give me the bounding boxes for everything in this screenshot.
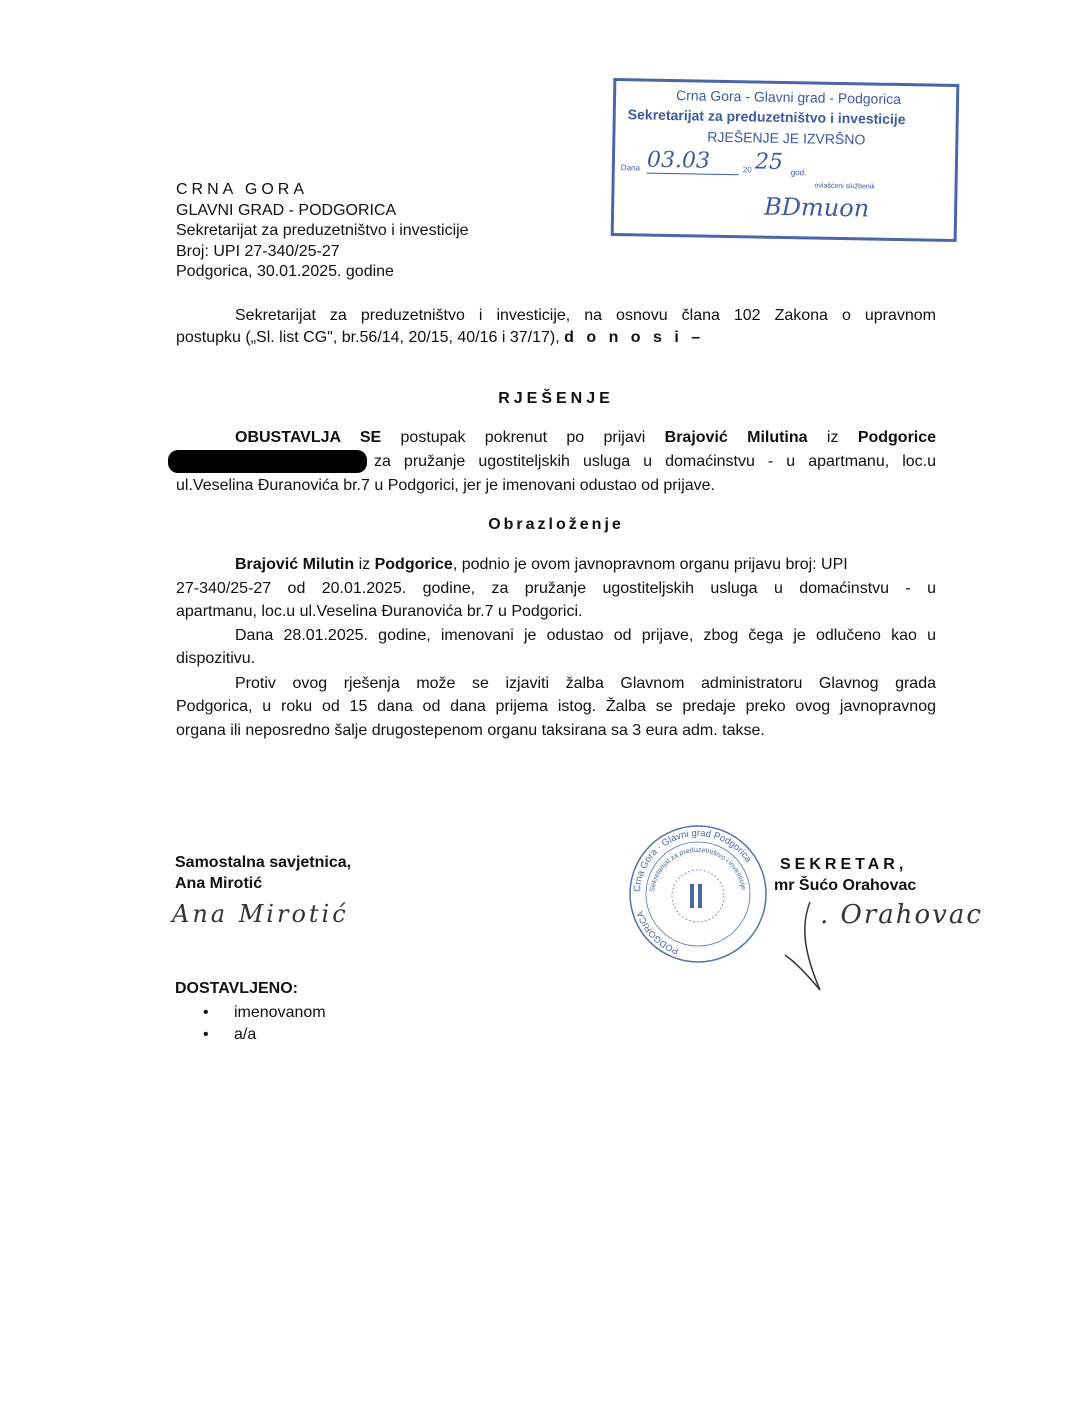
intro-donosi: d o n o s i – <box>564 329 705 346</box>
seal-inner-text: Sekretarijat za preduzetništvo i investicije <box>649 846 747 893</box>
applicant-city: Podgorice <box>857 429 937 446</box>
stamp-year: 25 <box>754 149 784 175</box>
department-name: Sekretarijat za preduzetništvo i investicije <box>176 222 469 239</box>
delivery-item-label: imenovanom <box>234 1004 326 1021</box>
delivery-label: DOSTAVLJENO: <box>175 980 298 997</box>
right-signatory <box>774 854 916 896</box>
stamp-signature: BDmuon <box>763 192 870 223</box>
delivery-item: • a/a <box>203 1026 257 1043</box>
official-seal <box>628 822 768 967</box>
seal-emblem <box>698 884 702 908</box>
explanation-p1-line-1 <box>235 555 936 575</box>
intro-line-2 <box>176 328 936 348</box>
redaction-bar <box>168 450 367 473</box>
right-signatory-name: mr Šućo Orahovac <box>774 877 917 894</box>
decision-line-3: ul.Veselina Đuranovića br.7 u Podgorici, jer je imenovani odustao od prijave. <box>176 477 715 494</box>
delivery-list <box>203 1002 326 1046</box>
left-signatory-name: Ana Mirotić <box>175 875 263 892</box>
delivery-item-label: a/a <box>234 1026 257 1043</box>
applicant-name: Brajović Milutin <box>235 556 355 573</box>
stamp-year-prefix: 20 <box>742 165 752 175</box>
document-number: Broj: UPI 27-340/25-27 <box>176 242 340 260</box>
decision-keyword: OBUSTAVLJA SE <box>235 429 382 446</box>
intro-line-1: Sekretarijat za preduzetništvo i investicije, na osnovu člana 102 Zakona o upravnom <box>235 307 936 324</box>
country-name: CRNA GORA <box>176 181 309 198</box>
explanation-p2-line-1: Dana 28.01.2025. godine, imenovani je odustao od prijave, zbog čega je odlučeno kao u <box>235 627 936 644</box>
stamp-line-3: RJEŠENJE JE IZVRŠNO <box>707 128 866 148</box>
city-name: GLAVNI GRAD - PODGORICA <box>176 201 397 219</box>
left-signatory-title: Samostalna savjetnica, <box>175 854 352 871</box>
decision-line-2: za pružanje ugostiteljskih usluga u domaćinstvu - u apartmanu, loc.u <box>374 453 936 470</box>
left-signature: Ana Mirotić <box>172 900 349 928</box>
explanation-text: iz <box>358 556 371 573</box>
document-header <box>176 180 469 283</box>
explanation-p1-line-3: apartmanu, loc.u ul.Veselina Đuranovića br.7 u Podgorici. <box>176 603 583 620</box>
place-date: Podgorica, 30.01.2025. godine <box>176 263 394 280</box>
intro-legal-basis: postupku („Sl. list CG", br.56/14, 20/15, 40/16 i 37/17), <box>176 329 560 346</box>
stamp-dana-label: Dana <box>620 163 641 173</box>
stamp-official-label: ovlašćeni službenik <box>814 182 875 191</box>
signature-stroke <box>780 900 830 995</box>
left-signatory <box>175 852 351 894</box>
decision-text: postupak pokrenut po prijavi <box>400 429 646 446</box>
decision-text: iz <box>826 429 839 446</box>
explanation-text: , podnio je ovom javnopravnom organu prijavu broj: UPI <box>452 556 848 573</box>
seal-side-text: PODGORICA <box>634 909 680 957</box>
applicant-name: Brajović Milutina <box>664 429 808 446</box>
stamp-date: 03.03 <box>647 148 739 176</box>
applicant-city: Podgorice <box>374 556 453 573</box>
decision-title: RJEŠENJE <box>498 390 614 407</box>
explanation-title: Obrazloženje <box>488 516 624 533</box>
seal-top-text: Crna Gora · Glavni grad Podgorica <box>631 827 754 893</box>
decision-line-1 <box>235 428 936 448</box>
explanation-p3-line-1: Protiv ovog rješenja može se izjaviti žalba Glavnom administratoru Glavnog grada <box>235 675 936 692</box>
explanation-p2-line-2: dispozitivu. <box>176 650 256 667</box>
explanation-p1-line-2: 27-340/25-27 od 20.01.2025. godine, za pružanje ugostiteljskih usluga u domaćinstvu - u <box>176 580 936 597</box>
stamp-line-2: Sekretarijat za preduzetništvo i investicije <box>627 106 906 128</box>
stamp-line-1: Crna Gora - Glavni grad - Podgorica <box>675 87 902 108</box>
delivery-item: • imenovanom <box>203 1004 326 1021</box>
seal-emblem <box>690 884 694 908</box>
right-signature: . Orahovac <box>820 900 983 930</box>
right-signatory-title: SEKRETAR, <box>780 856 908 873</box>
stamp-god-label: god. <box>790 168 807 178</box>
explanation-p3-line-3: organa ili neposredno šalje drugostepenom organu taksirana sa 3 eura adm. takse. <box>176 722 765 739</box>
explanation-p3-line-2: Podgorica, u roku od 15 dana od dana prijema istog. Žalba se predaje preko ovog javnopravnog <box>176 698 936 715</box>
enforceability-stamp <box>611 78 960 242</box>
